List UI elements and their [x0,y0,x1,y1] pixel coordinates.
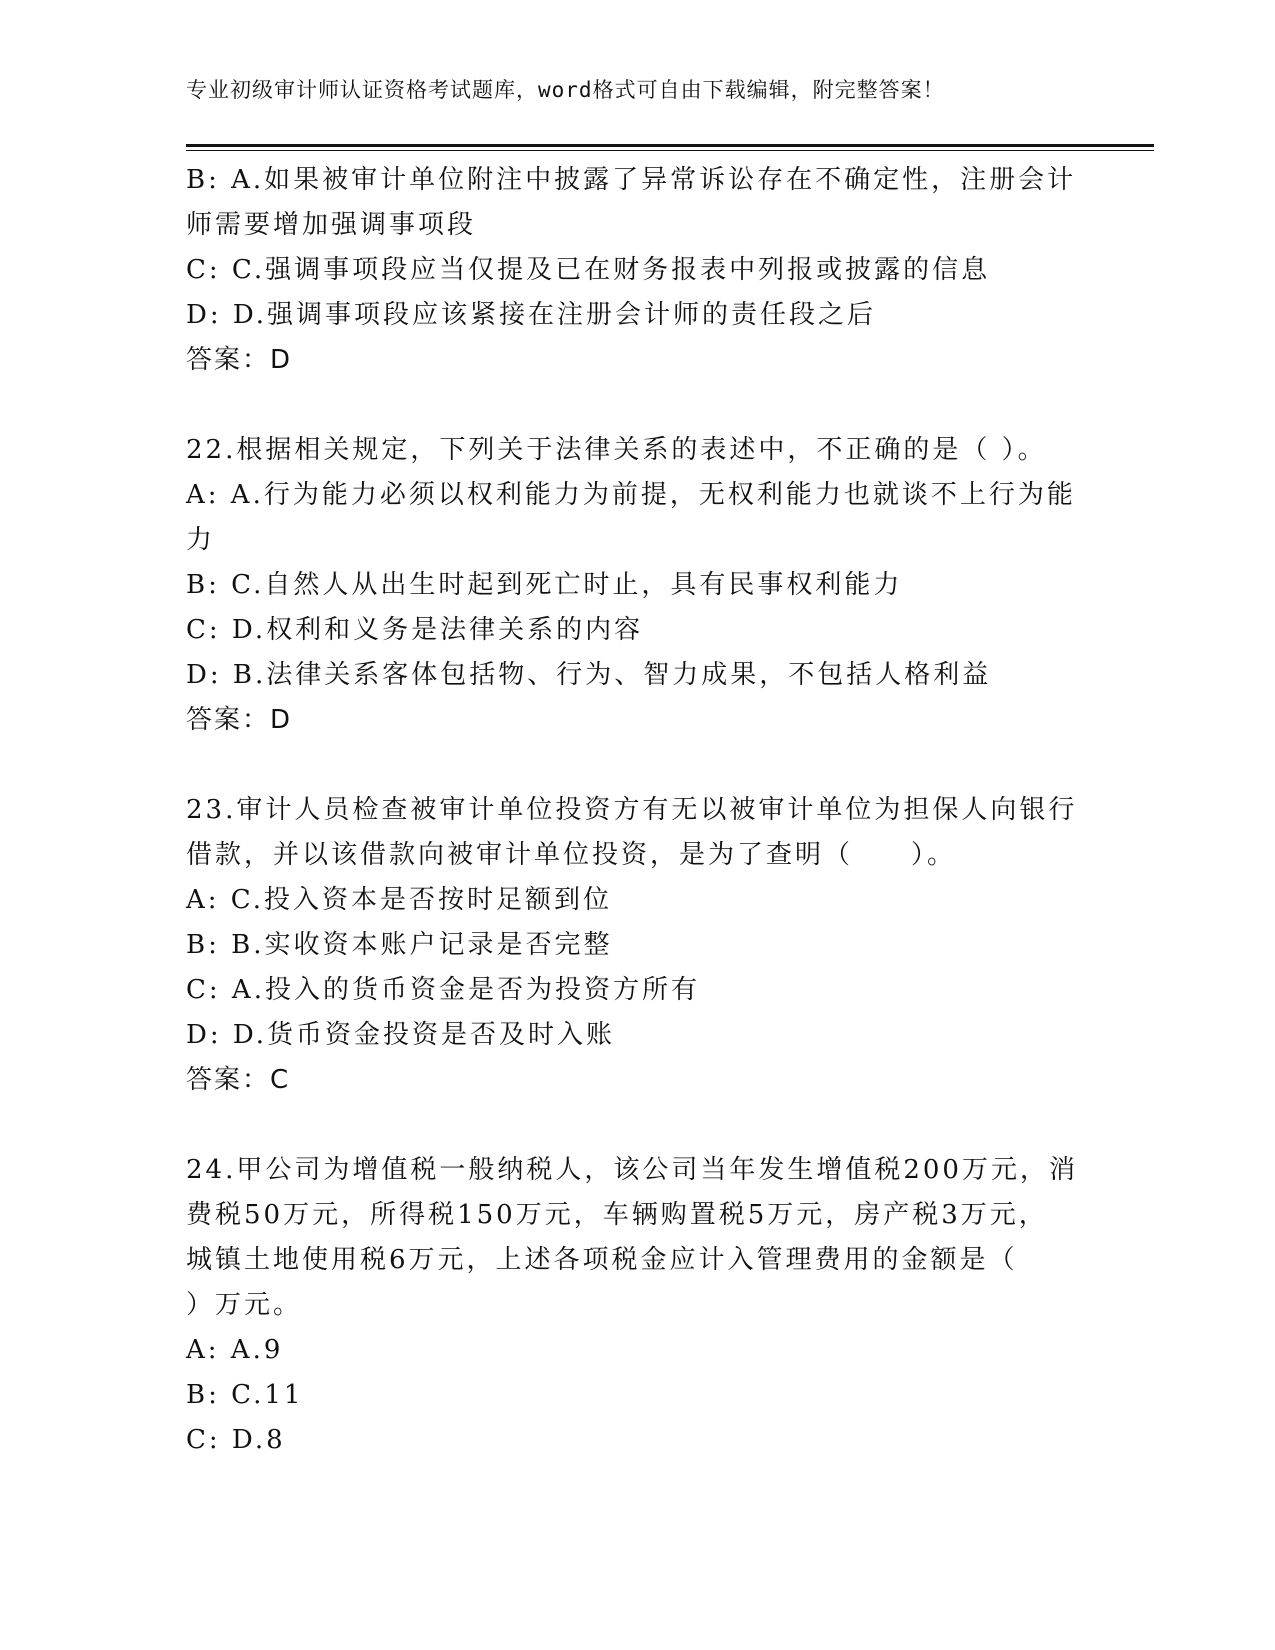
answer: 答案：D [186,345,293,375]
option-c: C: D.权利和义务是法律关系的内容 [186,615,644,645]
question-stem: 22.根据相关规定，下列关于法律关系的表述中，不正确的是（ ）。 [186,435,1047,465]
question-block-23 [186,788,1086,1103]
option-a-continued: 力 [186,525,216,555]
question-block-22 [186,428,1086,743]
option-b: B: A.如果被审计单位附注中披露了异常诉讼存在不确定性，注册会计 [186,165,1077,195]
question-list [186,158,1086,1463]
option-b: B: C.自然人从出生时起到死亡时止，具有民事权利能力 [186,570,903,600]
option-c: C: A.投入的货币资金是否为投资方所有 [186,975,700,1005]
header-rule-thin [186,150,1154,151]
option-d: D: B.法律关系客体包括物、行为、智力成果，不包括人格利益 [186,660,992,690]
answer: 答案：C [186,1065,291,1095]
option-b-continued: 师需要增加强调事项段 [186,210,477,240]
question-stem-continued: 借款，并以该借款向被审计单位投资，是为了查明（ ）。 [186,840,957,870]
question-stem: 23.审计人员检查被审计单位投资方有无以被审计单位为担保人向银行 [186,795,1078,825]
option-c: C: C.强调事项段应当仅提及已在财务报表中列报或披露的信息 [186,255,991,285]
option-d: D: D.强调事项段应该紧接在注册会计师的责任段之后 [186,300,877,330]
question-stem-continued: 城镇土地使用税6万元，上述各项税金应计入管理费用的金额是（ [186,1245,1018,1275]
option-a: A: A.行为能力必须以权利能力为前提，无权利能力也就谈不上行为能 [186,480,1076,510]
answer: 答案：D [186,705,293,735]
question-block-24 [186,1148,1086,1463]
question-stem: 24.甲公司为增值税一般纳税人，该公司当年发生增值税200万元，消 [186,1155,1078,1185]
option-d: D: D.货币资金投资是否及时入账 [186,1020,616,1050]
header-rule-thick [186,144,1154,147]
option-b: B: B.实收资本账户记录是否完整 [186,930,613,960]
page-header: 专业初级审计师认证资格考试题库，word格式可自由下载编辑，附完整答案！ [186,78,945,102]
option-c: C: D.8 [186,1425,286,1455]
option-a: A: C.投入资本是否按时足额到位 [186,885,613,915]
question-stem-continued: 费税50万元，所得税150万元，车辆购置税5万元，房产税3万元， [186,1200,1048,1230]
question-stem-continued: ）万元。 [186,1290,303,1320]
option-b: B: C.11 [186,1380,304,1410]
option-a: A: A.9 [186,1335,284,1365]
question-block-21 [186,158,1086,383]
